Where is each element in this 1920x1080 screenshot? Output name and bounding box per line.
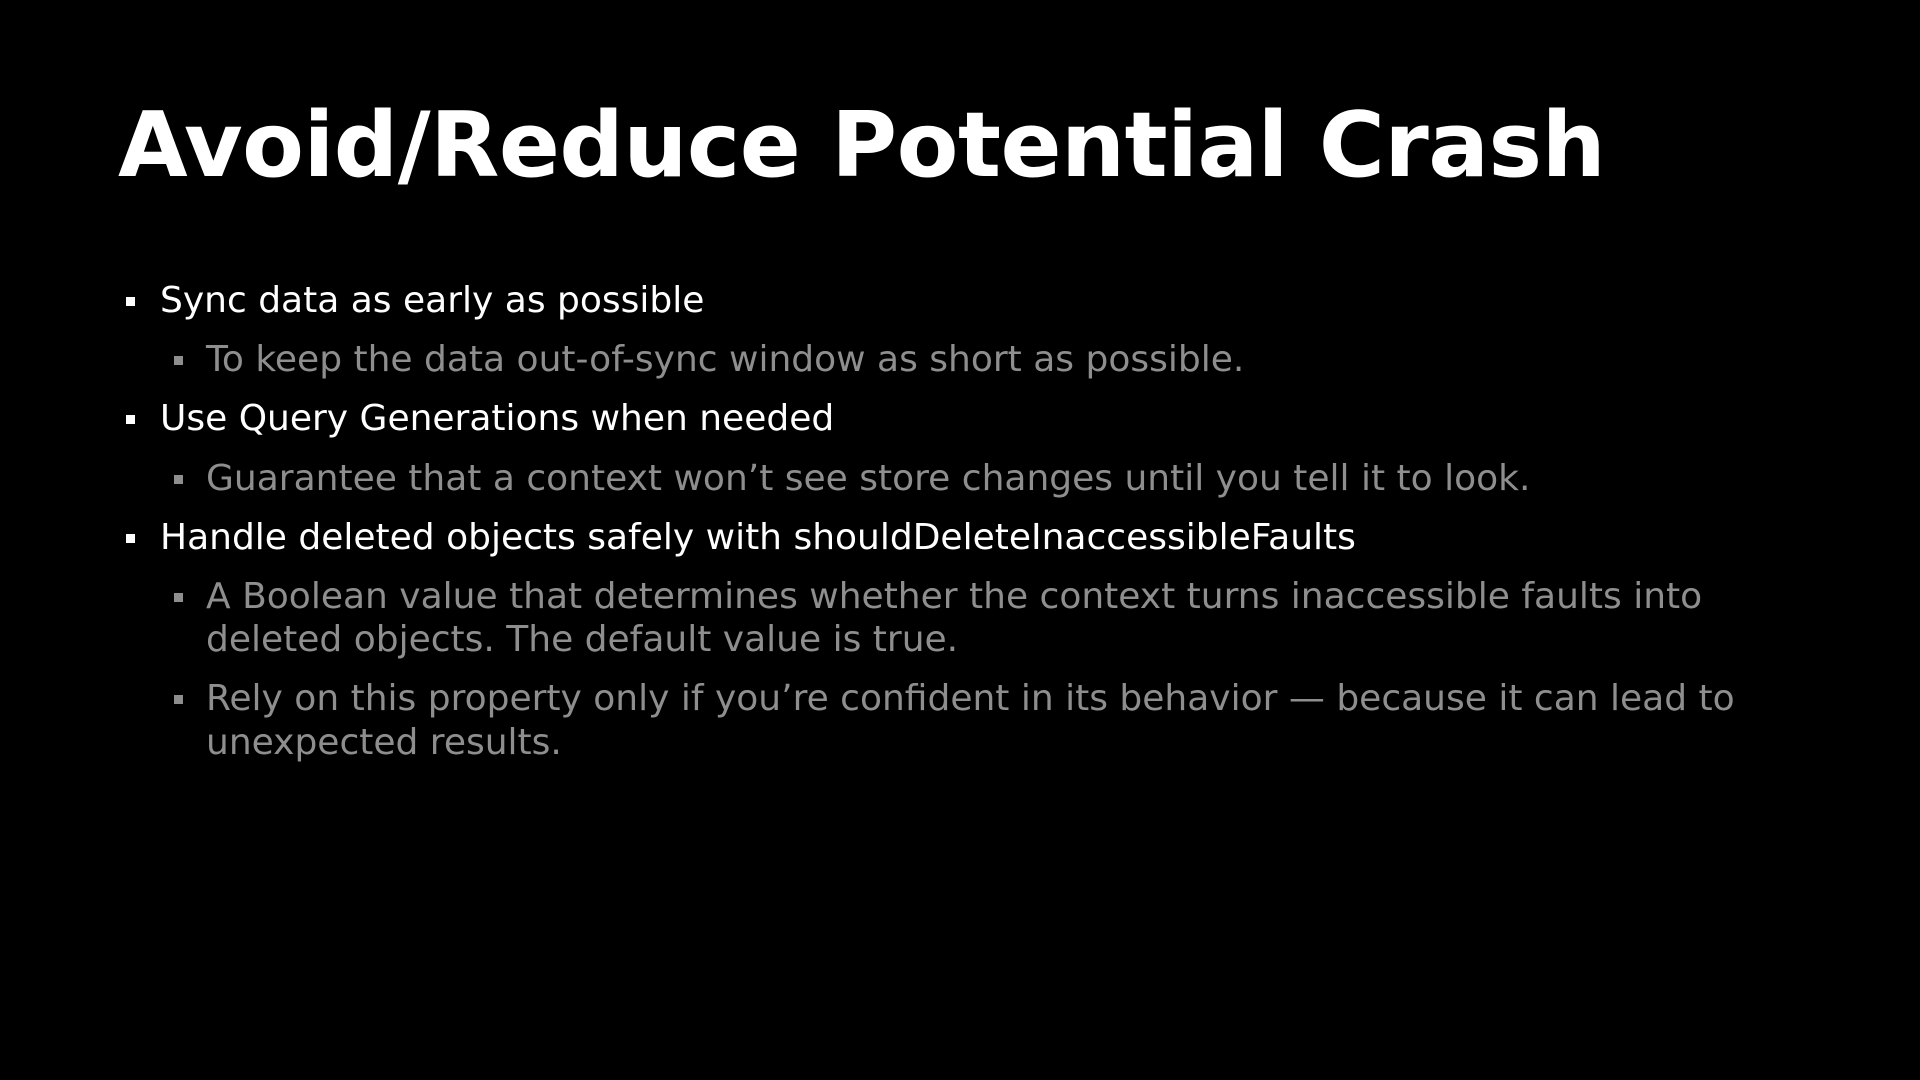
- bullet-item-query-generations: [126, 397, 1826, 440]
- sub-bullet-item-out-of-sync-window: [174, 338, 1826, 381]
- sub-bullet-item-rely-on-property: [174, 677, 1826, 763]
- bullet-text: Handle deleted objects safely with shouldDeleteInaccessibleFaults: [160, 516, 1356, 558]
- sub-bullet-marker-icon: [174, 593, 183, 602]
- bullet-item-deleted-objects: [126, 516, 1826, 559]
- sub-bullet-marker-icon: [174, 695, 183, 704]
- bullet-marker-icon: [126, 415, 135, 424]
- bullet-marker-icon: [126, 534, 135, 543]
- sub-bullet-text: To keep the data out-of-sync window as short as possible.: [206, 339, 1245, 381]
- bullet-marker-icon: [126, 297, 135, 306]
- sub-bullet-item-store-changes: [174, 457, 1826, 500]
- sub-bullet-item-boolean-value: [174, 575, 1826, 661]
- bullet-text: Sync data as early as possible: [160, 280, 705, 321]
- sub-bullet-text: Guarantee that a context won’t see store changes until you tell it to look.: [206, 457, 1531, 499]
- sub-bullet-text: Rely on this property only if you’re confident in its behavior — because it can lead to unexpected results.: [206, 678, 1747, 763]
- slide-title: Avoid/Reduce Potential Crash: [118, 93, 1606, 198]
- sub-bullet-marker-icon: [174, 475, 183, 484]
- bullet-list: [126, 279, 1826, 780]
- bullet-text: Use Query Generations when needed: [160, 398, 835, 440]
- sub-bullet-text: A Boolean value that determines whether the context turns inaccessible faults into deleted objects. The default value is true.: [206, 575, 1714, 661]
- bullet-item-sync-data: [126, 279, 1826, 322]
- sub-bullet-marker-icon: [174, 356, 183, 365]
